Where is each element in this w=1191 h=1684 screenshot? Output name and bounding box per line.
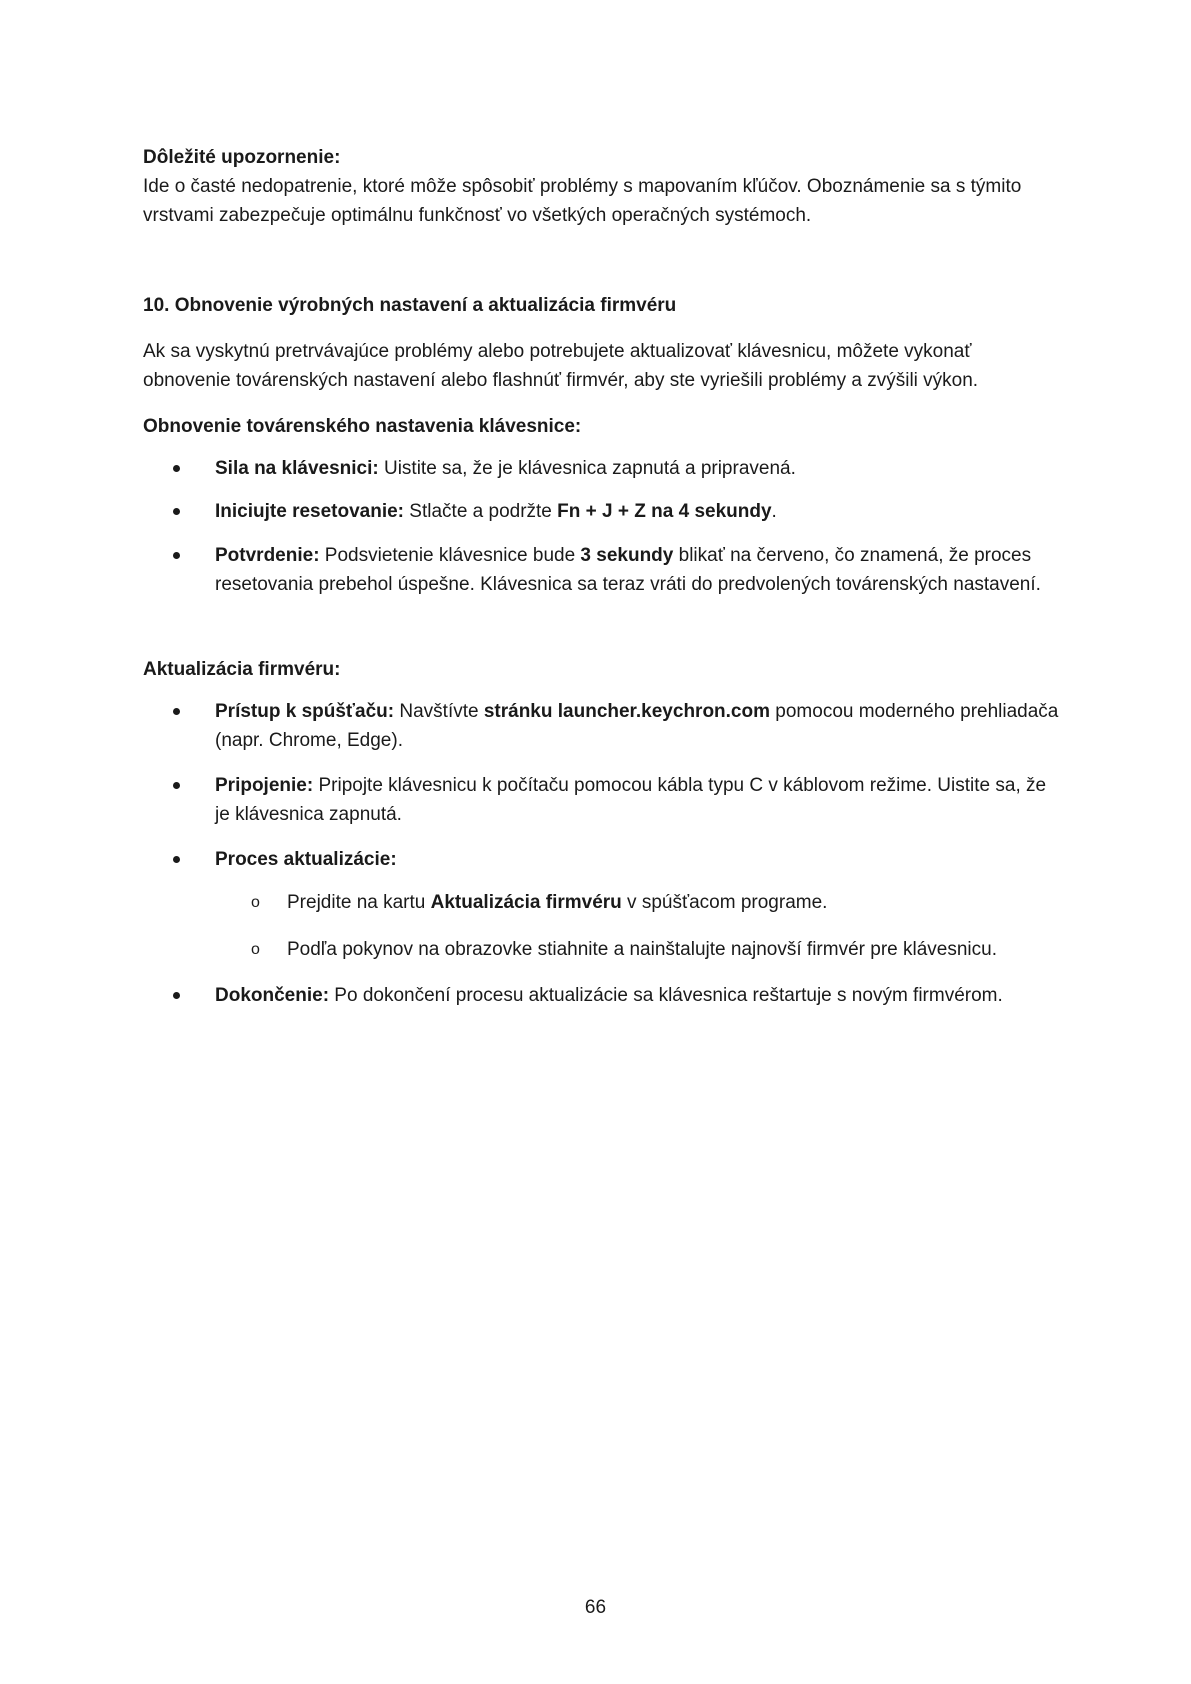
section-title: 10. Obnovenie výrobných nastavení a aktualizácia firmvéru bbox=[143, 295, 677, 316]
notice-title: Dôležité upozornenie: bbox=[143, 147, 341, 168]
firmware-title: Aktualizácia firmvéru: bbox=[143, 659, 341, 680]
sub-list-item: o Prejdite na kartu Aktualizácia firmvéru v spúšťacom programe. bbox=[287, 888, 1077, 917]
list-item: Proces aktualizácie: bbox=[215, 845, 1065, 874]
page-number: 66 bbox=[584, 1597, 607, 1618]
sub-list-item: o Podľa pokynov na obrazovke stiahnite a nainštalujte najnovší firmvér pre klávesnicu. bbox=[287, 935, 1077, 964]
list-item: Iniciujte resetovanie: Stlačte a podržte Fn + J + Z na 4 sekundy. bbox=[215, 497, 1065, 526]
list-item: Prístup k spúšťaču: Navštívte stránku launcher.keychron.com pomocou moderného prehliadača (napr. Chrome, Edge). bbox=[215, 697, 1065, 755]
list-item: Sila na klávesnici: Uistite sa, že je klávesnica zapnutá a pripravená. bbox=[215, 454, 1065, 483]
notice-text: Ide o časté nedopatrenie, ktoré môže spôsobiť problémy s mapovaním kľúčov. Oboznámenie sa s týmito vrstvami zabezpečuje optimálnu funkčnosť vo všetkých operačných systémoch. bbox=[143, 176, 1022, 226]
list-item: Pripojenie: Pripojte klávesnicu k počítaču pomocou kábla typu C v káblovom režime. Uistite sa, že je klávesnica zapnutá. bbox=[215, 771, 1065, 829]
list-item: Dokončenie: Po dokončení procesu aktualizácie sa klávesnica reštartuje s novým firmvérom. bbox=[215, 981, 1065, 1010]
sub-bullet-marker: o bbox=[251, 941, 260, 958]
sub-bullet-marker: o bbox=[251, 894, 260, 911]
reset-title: Obnovenie továrenského nastavenia klávesnice: bbox=[143, 416, 582, 437]
list-item: Potvrdenie: Podsvietenie klávesnice bude 3 sekundy blikať na červeno, čo znamená, že proces resetovania prebehol úspešne. Klávesnica sa teraz vráti do predvolených továrenských nastavení. bbox=[215, 541, 1065, 599]
section-intro: Ak sa vyskytnú pretrvávajúce problémy alebo potrebujete aktualizovať klávesnicu, môžete vykonať obnovenie továrenských nastavení alebo flashnúť firmvér, aby ste vyriešili problémy a zvýšili výkon. bbox=[143, 341, 979, 391]
